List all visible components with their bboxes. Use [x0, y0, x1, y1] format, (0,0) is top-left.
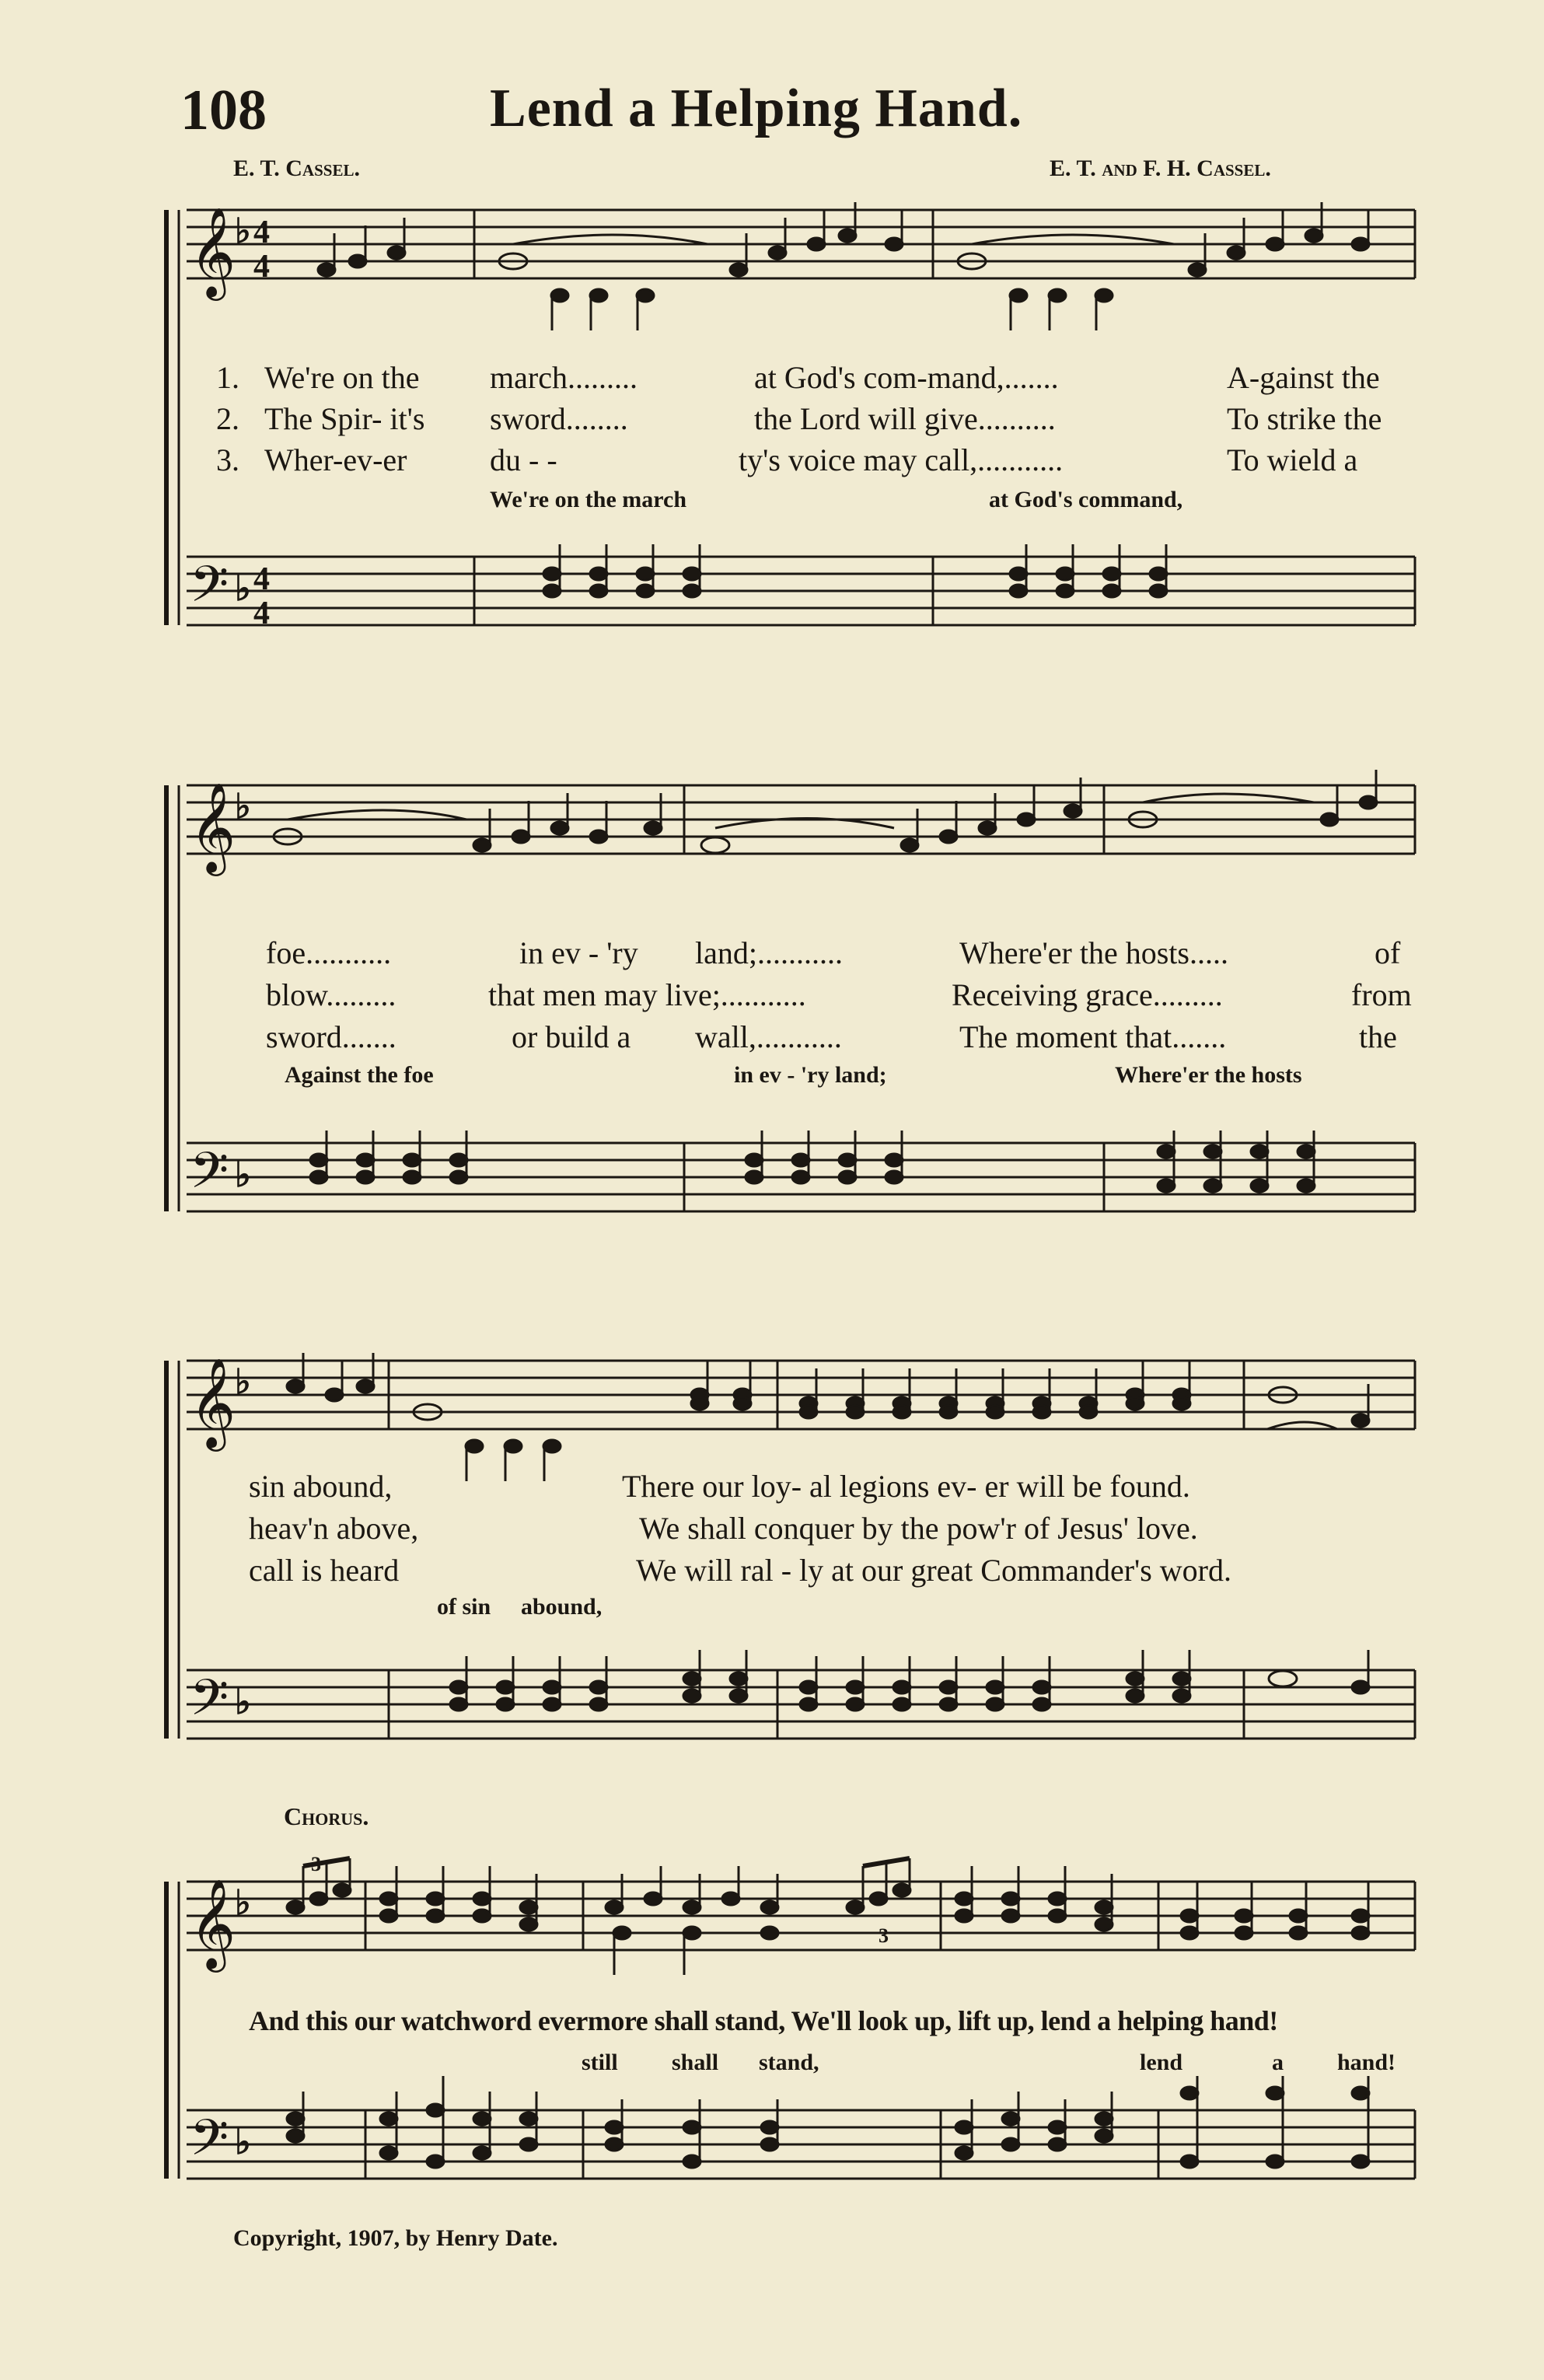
verse-number: 1.: [216, 360, 239, 395]
lyric-fragment: in ev - 'ry: [519, 935, 638, 970]
lyric-fragment: sword........: [490, 401, 628, 436]
lyric-fragment: We shall conquer by the pow'r of Jesus' love.: [639, 1511, 1198, 1546]
chorus-cue-word: hand!: [1337, 2050, 1396, 2075]
cue-fragment: Against the foe: [285, 1062, 434, 1088]
lyric-fragment: The Spir- it's: [264, 401, 425, 436]
cue-fragment: abound,: [521, 1594, 603, 1620]
cue-fragment: Where'er the hosts: [1115, 1062, 1302, 1088]
lyric-fragment: Where'er the hosts.....: [959, 935, 1228, 970]
composer-credit: E. T. and F. H. Cassel.: [1050, 156, 1271, 181]
chorus-cue-word: still: [582, 2050, 618, 2075]
alto-cue-line-2: [163, 1062, 1423, 1093]
lyric-fragment: To wield a: [1227, 442, 1358, 477]
svg-text:𝄢: 𝄢: [190, 1142, 229, 1212]
lyric-fragment: call is heard: [249, 1553, 400, 1588]
verse-number: 3.: [216, 442, 239, 477]
cue-fragment: at God's command,: [989, 487, 1183, 512]
svg-text:4: 4: [253, 596, 270, 631]
verse-3-line-1: [163, 442, 1423, 481]
copyright-notice: Copyright, 1907, by Henry Date.: [233, 2225, 558, 2251]
lyric-fragment: We will ral - ly at our great Commander's word.: [636, 1553, 1231, 1588]
svg-text:4: 4: [253, 249, 270, 285]
lyric-fragment: that men may live;...........: [488, 977, 806, 1012]
lyric-fragment: or build a: [512, 1019, 631, 1054]
verse-2-line-2: [163, 977, 1423, 1015]
hymn-title: Lend a Helping Hand.: [490, 79, 1023, 138]
lyric-fragment: Wher-ev-er: [264, 442, 407, 477]
verse-1-line-1: [163, 359, 1423, 398]
lyric-fragment: Receiving grace.........: [952, 977, 1223, 1012]
lyric-fragment: du - -: [490, 442, 557, 477]
svg-text:♭: ♭: [235, 570, 251, 608]
svg-text:𝄞: 𝄞: [190, 1357, 236, 1448]
verse-number: 2.: [216, 401, 239, 436]
cue-fragment: in ev - 'ry land;: [734, 1062, 887, 1088]
alto-cue-line-1: [163, 487, 1423, 518]
music-system-1: [163, 179, 1423, 661]
lyric-fragment: The moment that.......: [959, 1019, 1227, 1054]
svg-text:♭: ♭: [235, 212, 251, 250]
chorus-cue-word: a: [1272, 2050, 1284, 2075]
lyric-fragment: To strike the: [1227, 401, 1382, 436]
svg-text:3: 3: [879, 1924, 889, 1947]
lyricist-credit: E. T. Cassel.: [233, 156, 360, 181]
page-number: 108: [180, 79, 267, 142]
chorus-cue-word: shall: [672, 2050, 719, 2075]
lyric-fragment: the Lord will give..........: [754, 401, 1056, 436]
lyric-fragment: sword.......: [266, 1019, 396, 1054]
chorus-label: Chorus.: [284, 1802, 369, 1830]
lyric-fragment: at God's com-mand,.......: [754, 360, 1059, 395]
verse-1-line-3: [163, 1468, 1423, 1507]
lyric-fragment: the: [1359, 1019, 1397, 1054]
svg-text:♭: ♭: [235, 1683, 251, 1721]
svg-text:4: 4: [253, 561, 270, 597]
lyric-fragment: There our loy- al legions ev- er will be found.: [622, 1469, 1190, 1504]
lyric-fragment: sin abound,: [249, 1469, 393, 1504]
verse-3-line-2: [163, 1019, 1423, 1057]
verse-2-line-3: [163, 1510, 1423, 1549]
lyric-fragment: A-gainst the: [1227, 360, 1380, 395]
lyric-fragment: march.........: [490, 360, 638, 395]
music-system-2: [163, 754, 1423, 1236]
lyric-fragment: ty's voice may call,...........: [739, 442, 1064, 477]
svg-text:4: 4: [253, 215, 270, 250]
lyric-fragment: We're on the: [264, 360, 420, 395]
chorus-lyric: And this our watchword evermore shall stand, We'll look up, lift up, lend a helping hand!: [249, 2005, 1278, 2036]
svg-text:𝄢: 𝄢: [190, 2109, 229, 2179]
music-system-3: [163, 1330, 1423, 1765]
lyric-fragment: wall,...........: [695, 1019, 842, 1054]
svg-text:𝄢: 𝄢: [190, 1669, 229, 1739]
chorus-cue-word: lend: [1140, 2050, 1183, 2075]
svg-text:♭: ♭: [235, 1363, 251, 1401]
svg-text:𝄞: 𝄞: [190, 781, 236, 872]
chorus-cue-word: stand,: [759, 2050, 819, 2075]
lyric-fragment: blow.........: [266, 977, 396, 1012]
svg-text:♭: ♭: [235, 788, 251, 826]
cue-fragment: We're on the march: [490, 487, 687, 512]
lyric-fragment: foe...........: [266, 935, 392, 970]
verse-2-line-1: [163, 400, 1423, 439]
svg-text:♭: ♭: [235, 1884, 251, 1922]
svg-text:♭: ♭: [235, 1156, 251, 1194]
lyric-fragment: land;...........: [695, 935, 843, 970]
alto-cue-line-3: [163, 1594, 1423, 1625]
svg-text:𝄢: 𝄢: [190, 556, 229, 626]
lyric-fragment: of: [1375, 935, 1401, 970]
lyric-fragment: from: [1351, 977, 1412, 1012]
svg-text:♭: ♭: [235, 2123, 251, 2162]
lyric-fragment: heav'n above,: [249, 1511, 419, 1546]
cue-fragment: of sin: [437, 1594, 491, 1620]
svg-text:𝄞: 𝄞: [190, 1878, 236, 1969]
verse-1-line-2: [163, 935, 1423, 973]
svg-text:𝄞: 𝄞: [190, 206, 236, 297]
verse-3-line-3: [163, 1552, 1423, 1591]
